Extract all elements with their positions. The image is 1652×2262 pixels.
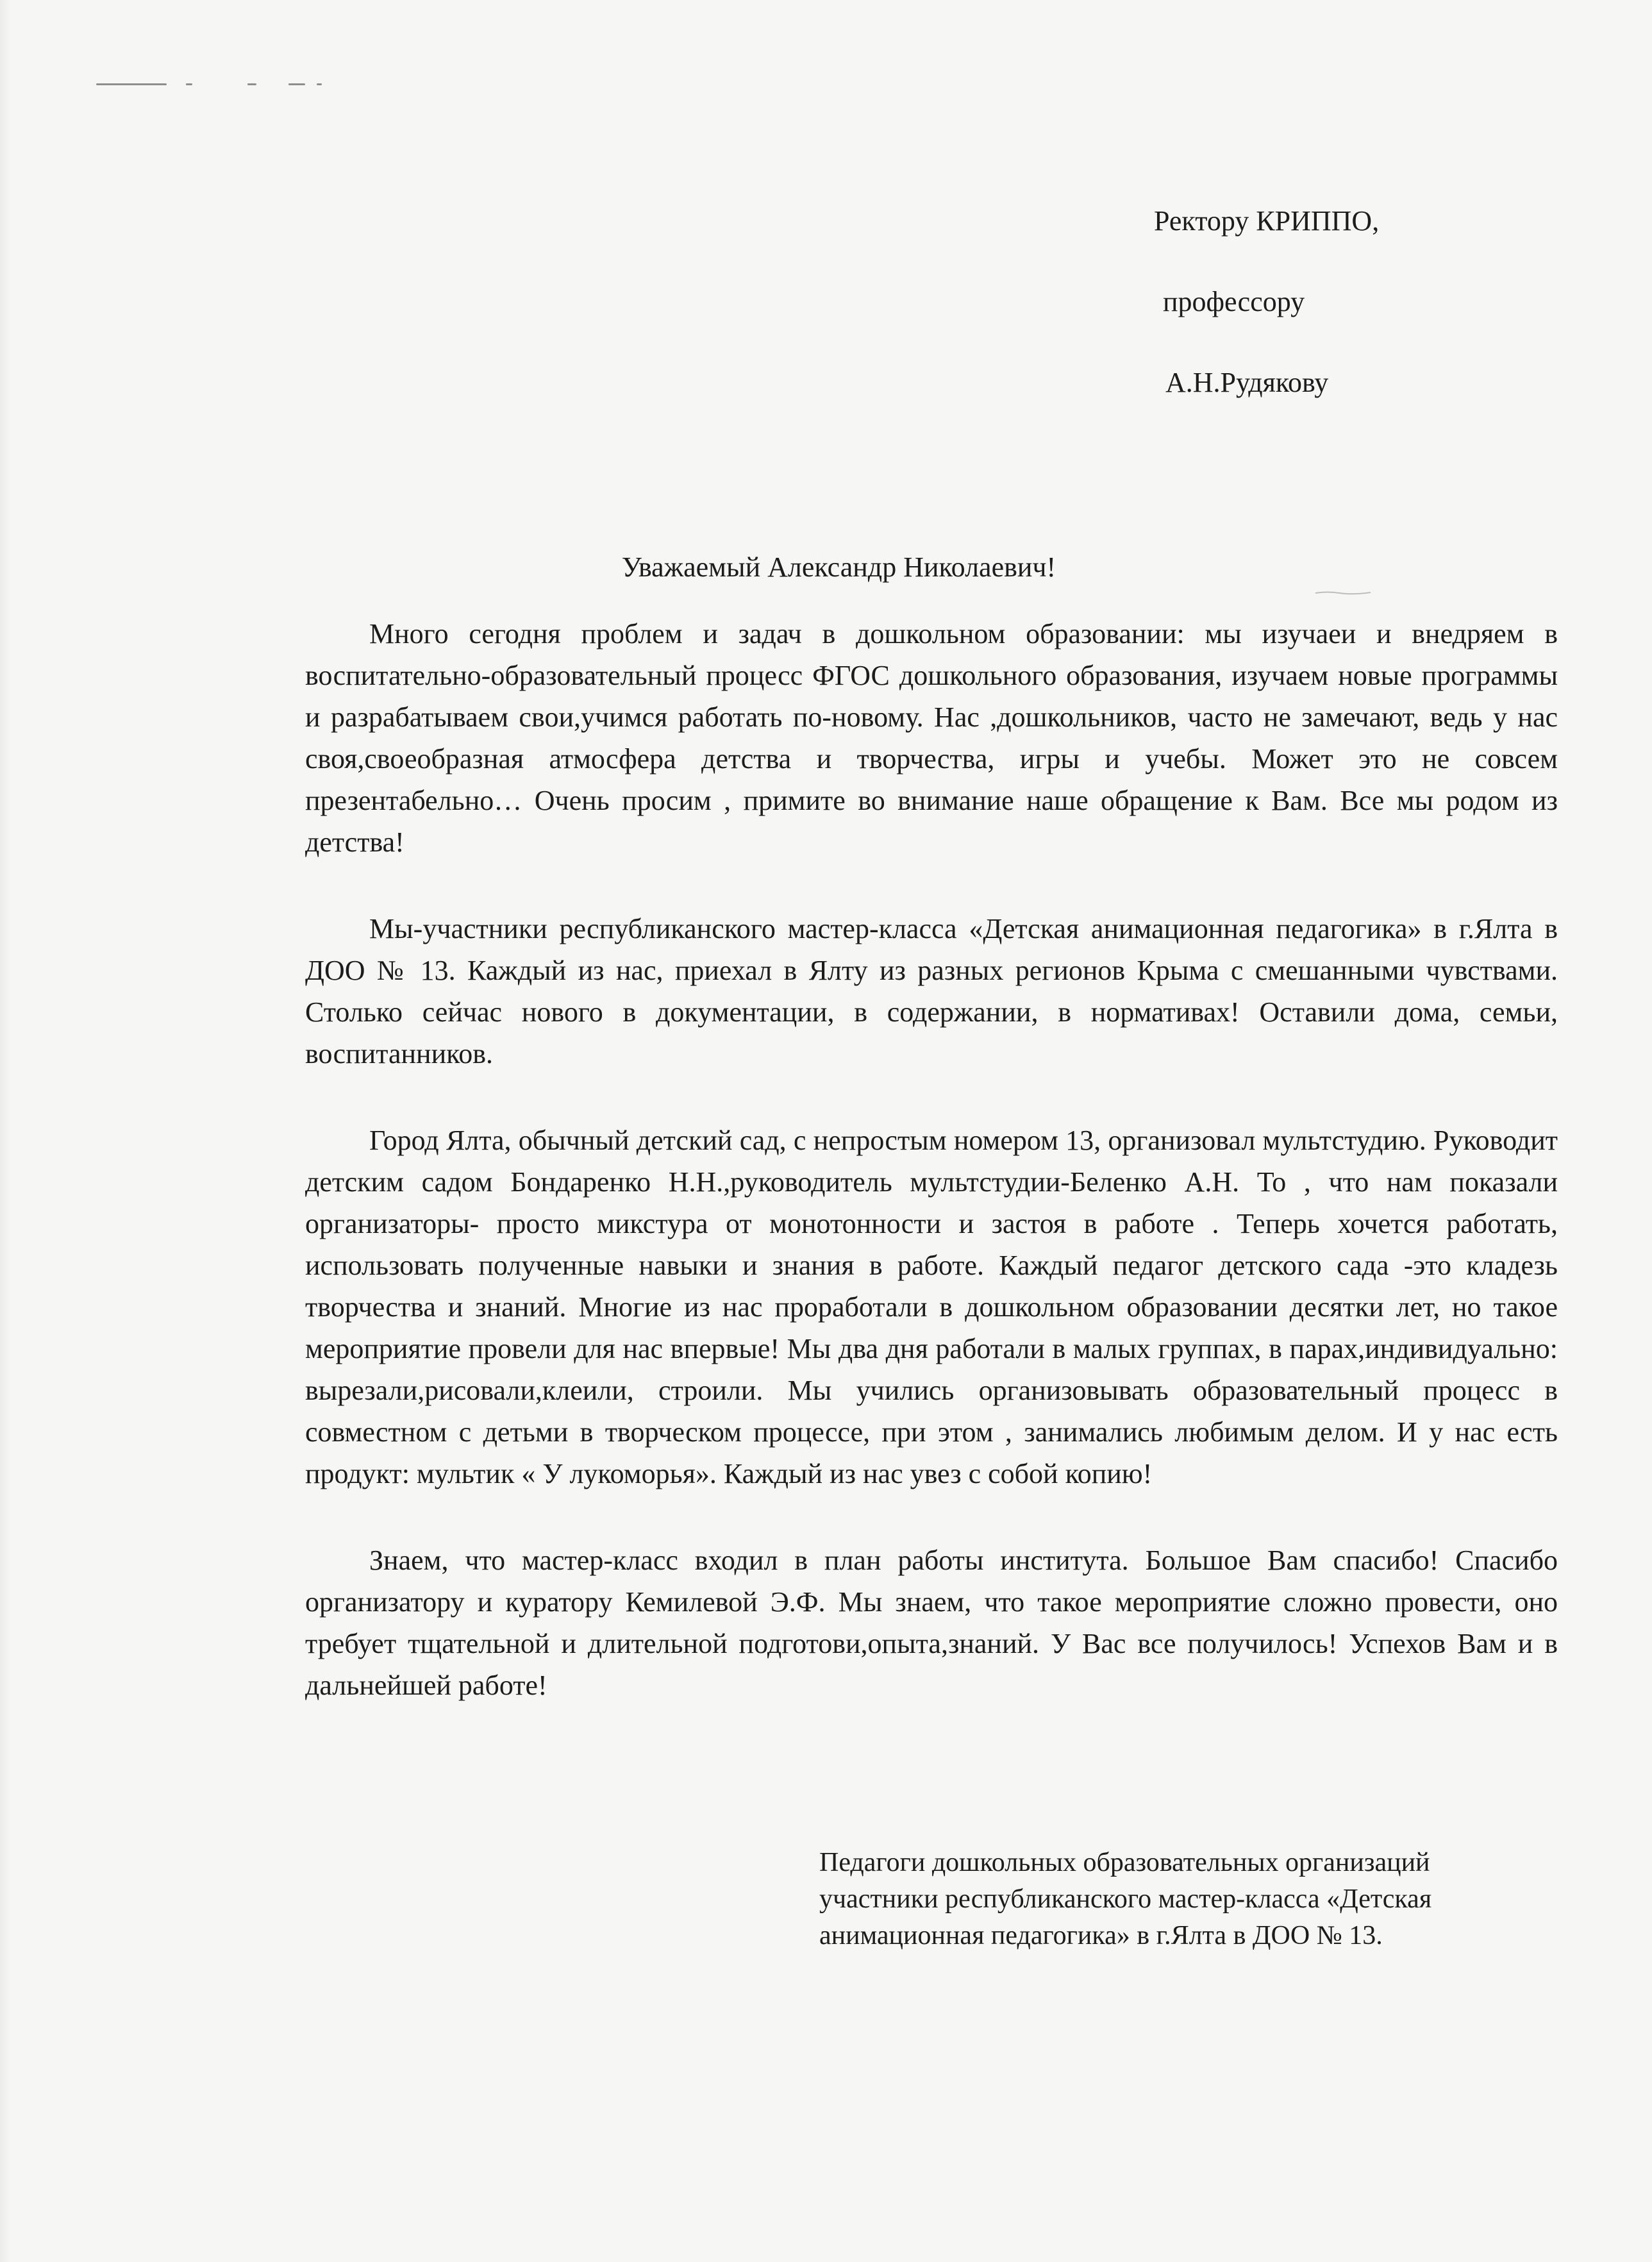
scan-edge-shadow xyxy=(0,0,12,2262)
scan-smudge xyxy=(1314,590,1372,595)
addressee-block xyxy=(1154,200,1379,442)
signature-block xyxy=(819,1845,1576,1954)
addressee-line: Ректору КРИППО, xyxy=(1154,205,1380,237)
body-paragraph: Знаем, что мастер-класс входил в план работы института. Большое Вам спасибо! Спасибо организатору и куратору Кемилевой Э.Ф. Мы знаем, что такое мероприятие сложно провести, оно требует тщательной и длительной подготови,опыта,знаний. У Вас все получилось! Успехов Вам и в дальнейшей работе! xyxy=(305,1545,1558,1701)
addressee-line: А.Н.Рудякову xyxy=(1165,367,1329,398)
body-paragraph: Мы-участники республиканского мастер-класса «Детская анимационная педагогика» в г.Ялта в ДОО № 13. Каждый из нас, приехал в Ялту из разных регионов Крыма с смешанными чувствами. Столько сейчас нового в документации, в содержании, в нормативах! Оставили дома, семьи, воспитанников. xyxy=(305,913,1558,1069)
signature-line: Педагоги дошкольных образовательных организаций xyxy=(819,1848,1430,1877)
signature-line: анимационная педагогика» в г.Ялта в ДОО № 13. xyxy=(819,1921,1383,1950)
salutation: Уважаемый Александр Николаевич! xyxy=(621,551,1056,583)
signature-line: участники республиканского мастер-класса «Детская xyxy=(819,1884,1432,1914)
scan-artifact-marks xyxy=(96,81,327,87)
letter-body xyxy=(305,613,1558,1751)
body-paragraph: Много сегодня проблем и задач в дошкольном образовании: мы изучаеи и внедряем в воспитательно-образовательный процесс ФГОС дошкольного образования, изучаем новые программы и разрабатываем свои,учимся работать по-новому. Нас ,дошкольников, часто не замечают, ведь у нас своя,своеобразная атмосфера детства и творчества, игры и учебы. Может это не совсем презентабельно… Очень просим , примите во внимание наше обращение к Вам. Все мы родом из детства! xyxy=(305,618,1558,858)
body-paragraph: Город Ялта, обычный детский сад, с непростым номером 13, организовал мультстудию. Руководит детским садом Бондаренко Н.Н.,руководитель мультстудии-Беленко А.Н. То , что нам показали организаторы- просто микстура от монотонности и застоя в работе . Теперь хочется работать, использовать полученные навыки и знания в работе. Каждый педагог детского сада -это кладезь творчества и знаний. Многие из нас проработали в дошкольном образовании десятки лет, но такое мероприятие провели для нас впервые! Мы два дня работали в малых группах, в парах,индивидуально: вырезали,рисовали,клеили, строили. Мы учились организовывать образовательный процесс в совместном с детьми в творческом процессе, при этом , занимались любимым делом. И у нас есть продукт: мультик « У лукоморья». Каждый из нас увез с собой копию! xyxy=(305,1125,1558,1489)
addressee-line: профессору xyxy=(1163,286,1305,317)
